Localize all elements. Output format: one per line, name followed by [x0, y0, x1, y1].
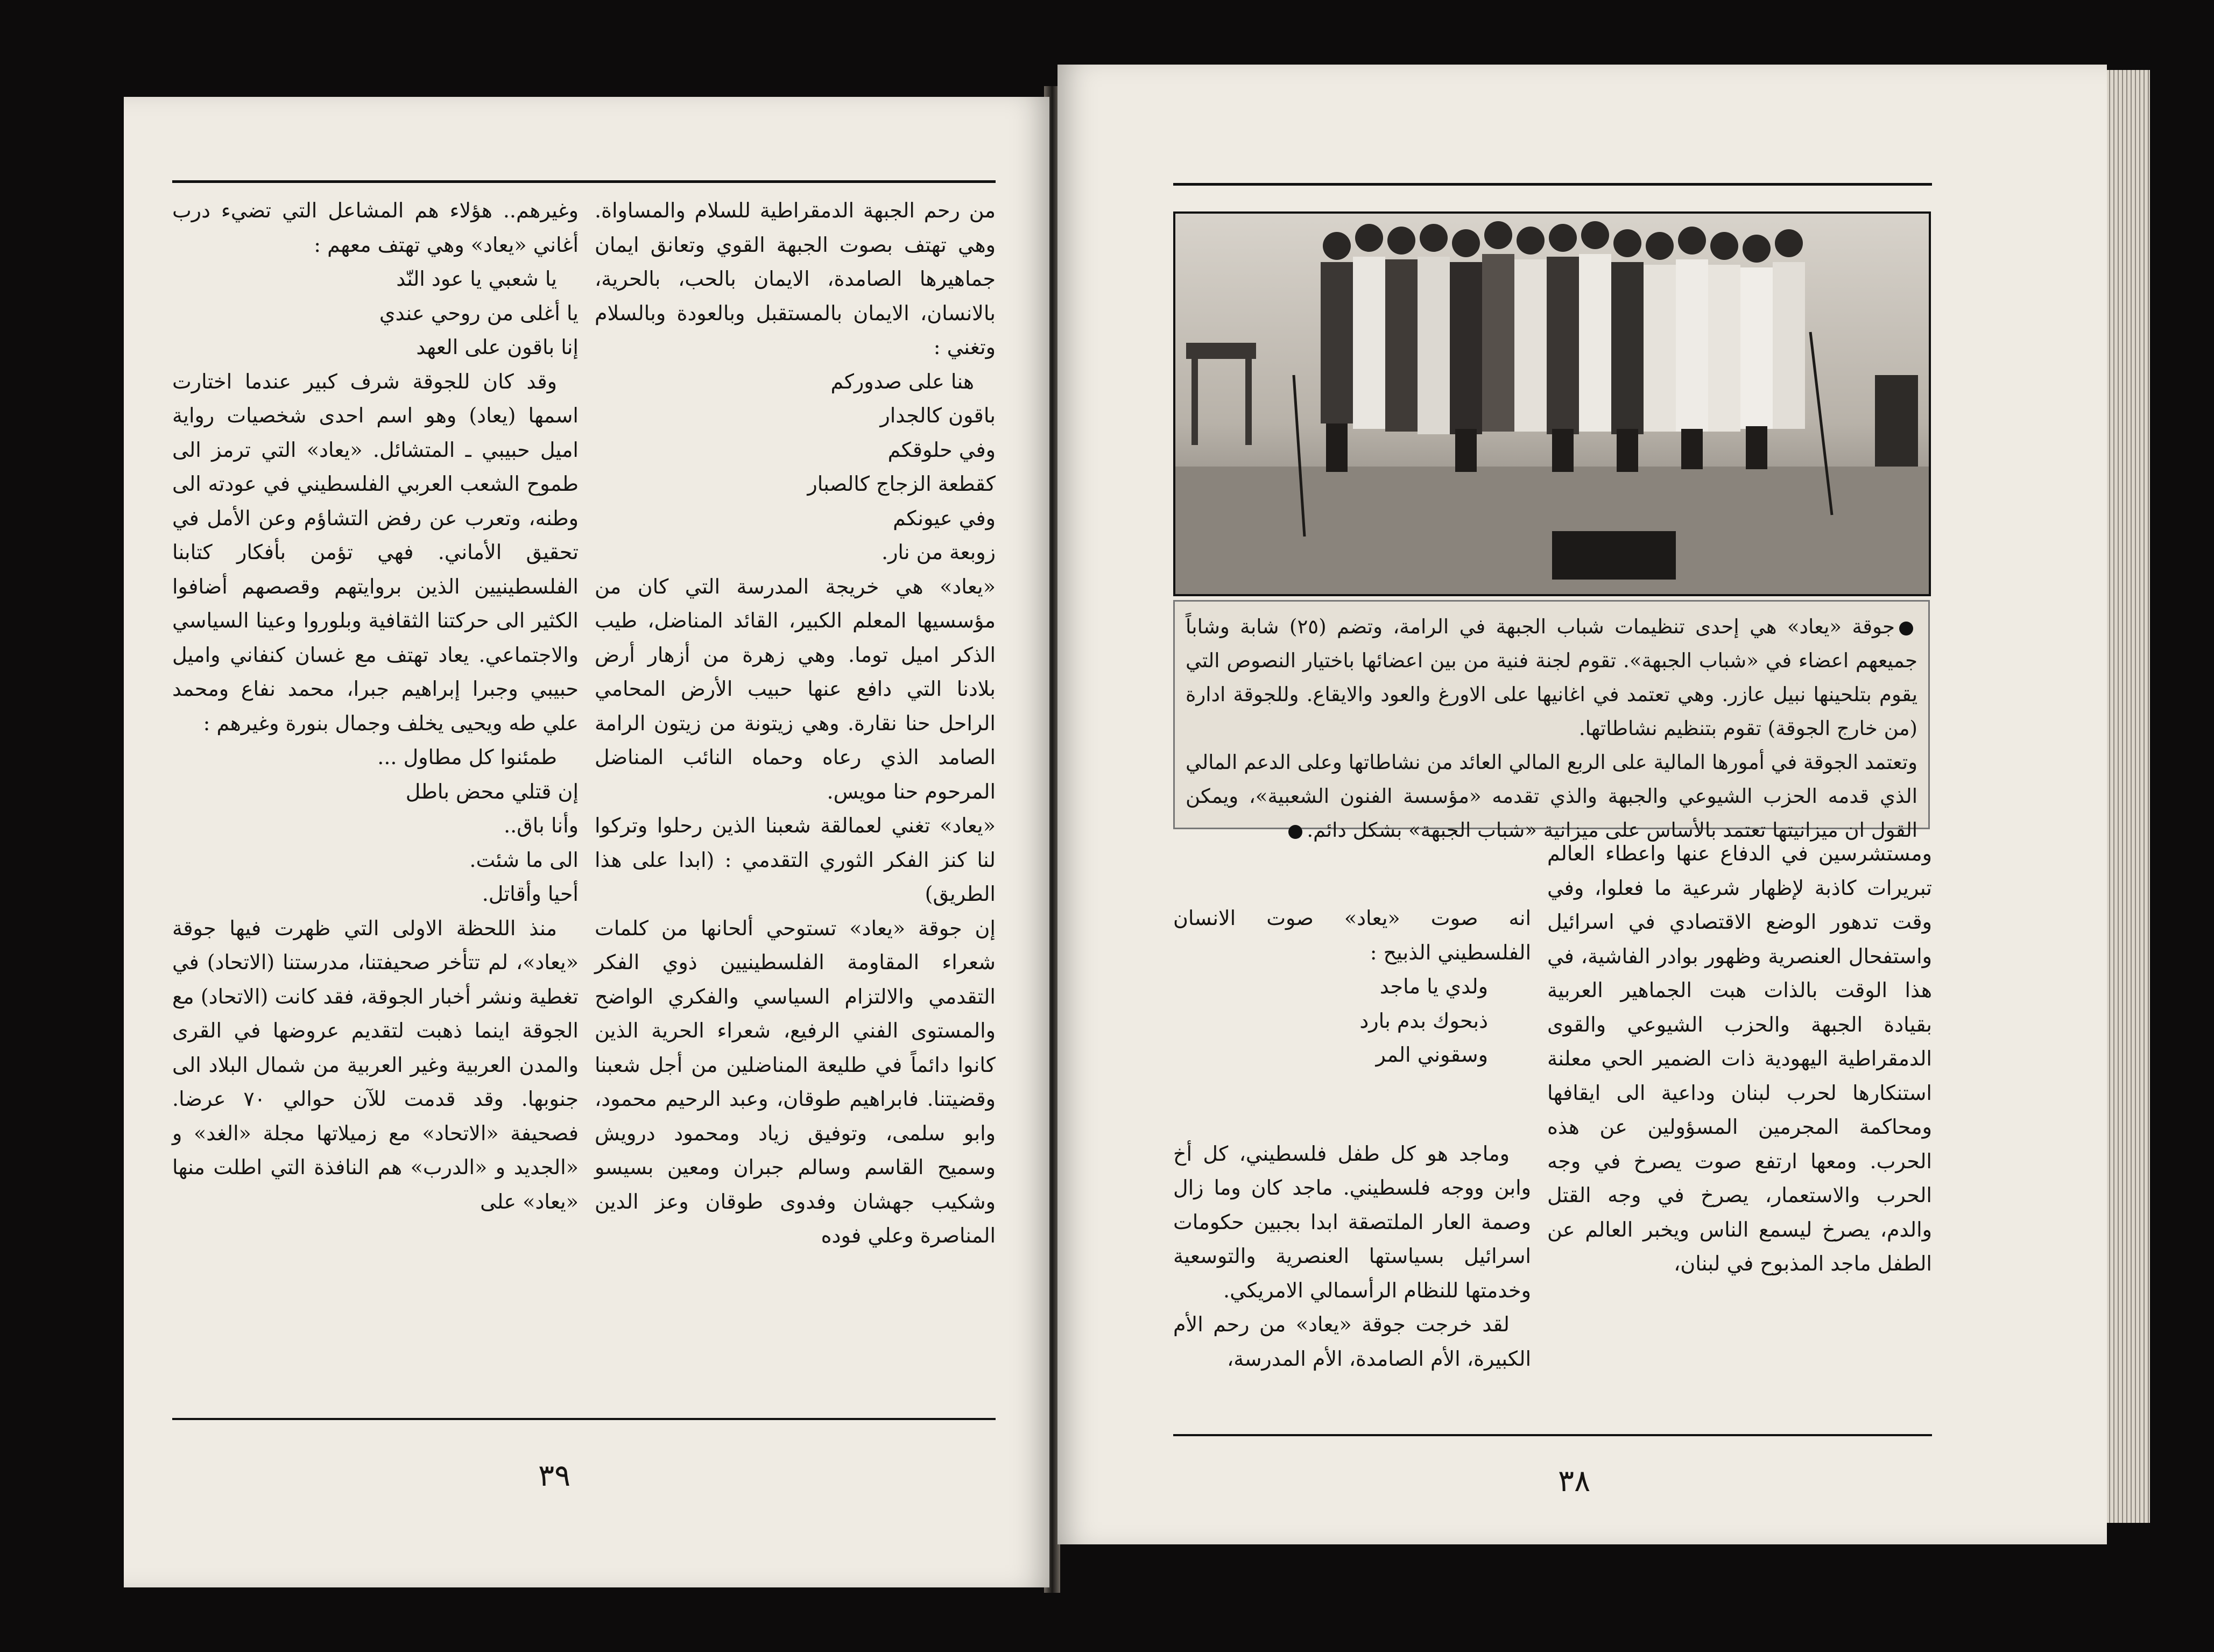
page-number: ٣٩	[538, 1458, 571, 1493]
paragraph: وقد كان للجوقة شرف كبير عندما اختارت اسمها (يعاد) وهو اسم احدى شخصيات رواية اميل حبيبي ـ المتشائل. «يعاد» التي ترمز الى طموح الشعب العربي الفلسطيني في عودته الى وطنه، وتعرب عن رفض التشاؤم وعن الأمل في تحقيق الأماني. فهي تؤمن بأفكار كتابنا الفلسطينيين الذين بروايتهم وقصصهم أضافوا الكثير الى حركتنا الثقافية وبلوروا وعينا السياسي والاجتماعي. يعاد تهتف مع غسان كنفاني واميل حبيبي وجبرا إبراهيم جبرا، محمد نفاع ومحمد علي طه ويحيى يخلف وجمال بنورة وغيرهم :	[172, 369, 579, 735]
bottom-rule	[172, 1418, 996, 1420]
poem: طمئنوا كل مطاول ... إن قتلي محض باطل وأنا باق.. الى ما شئت. أحيا وأقاتل.	[377, 745, 579, 906]
right-page	[1057, 65, 2107, 1544]
right-page-right-column	[1547, 837, 1932, 1281]
left-page	[124, 97, 1049, 1587]
choir-photo	[1173, 211, 1931, 596]
top-rule	[172, 180, 996, 183]
bullet-icon	[1899, 622, 1913, 636]
bullet-icon	[1288, 825, 1302, 839]
paragraph: انه صوت «يعاد» صوت الانسان الفلسطيني الذبيح :	[1173, 906, 1531, 964]
paragraph: «يعاد» تغني لعمالقة شعبنا الذين رحلوا وتركوا لنا كنز الفكر الثوري التقدمي : (ابدا على هذا الطريق)	[595, 814, 996, 906]
left-page-left-column	[172, 194, 579, 1219]
bottom-rule	[1173, 1434, 1932, 1436]
poem: ولدي يا ماجد ذبحوك بدم بارد وسقوني المر	[1359, 975, 1488, 1067]
top-rule	[1173, 183, 1932, 186]
poem: يا شعبي يا عود النّد يا أغلى من روحي عندي إنا باقون على العهد	[379, 267, 579, 359]
caption-text: جوقة «يعاد» هي إحدى تنظيمات شباب الجبهة في الرامة، وتضم (٢٥) شابة وشاباً جميعهم اعضاء في «شباب الجبهة». تقوم لجنة فنية من بين اعضائها باختيار النصوص التي يقوم بتلحينها نبيل عازر. وهي تعتمد في اغانيها على الاورغ والعود والايقاع. وللجوقة ادارة (من خارج الجوقة) تقوم بتنظيم نشاطاتها. وتعتمد الجوقة في أمورها المالية على الربع المالي العائد من نشاطاتها وعلى الدعم المالي الذي قدمه الحزب الشيوعي والجبهة والذي تقدمه «مؤسسة الفنون الشعبية»، ويمكن القول ان ميزانيتها تعتمد بالأساس على ميزانية «شباب الجبهة» بشكل دائم.	[1186, 615, 1917, 842]
paragraph: ومستشرسين في الدفاع عنها واعطاء العالم تبريرات كاذبة لإظهار شرعية ما فعلوا، وفي وقت تدهور الوضع الاقتصادي في اسرائيل واستفحال العنصرية وظهور بوادر الفاشية، في هذا الوقت بالذات هبت الجماهير العربية بقيادة الجبهة والحزب الشيوعي والقوى الدمقراطية اليهودية ذات الضمير الحي معلنة استنكارها لحرب لبنان وداعية الى ايقافها ومحاكمة المجرمين المسؤولين عن هذه الحرب. ومعها ارتفع صوت يصرخ في وجه الحرب والاستعمار، يصرخ في وجه القتل والدم، يصرخ ليسمع الناس ويخبر العالم عن الطفل ماجد المذبوح في لبنان،	[1547, 842, 1932, 1275]
photo-caption	[1186, 610, 1917, 847]
left-page-right-column	[595, 194, 996, 1253]
paragraph: إن جوقة «يعاد» تستوحي ألحانها من كلمات شعراء المقاومة الفلسطينيين ذوي الفكر التقدمي والالتزام السياسي والفكري الواضح والمستوى الفني الرفيع، شعراء الحرية الذين كانوا دائماً في طليعة المناضلين من أجل شعبنا وقضيتنا. فابراهيم طوقان، وعبد الرحيم محمود، وابو سلمى، وتوفيق زياد ومحمود درويش وسميح القاسم وسالم جبران ومعين بسيسو وشكيب جهشان وفدوى طوقان وعز الدين المناصرة وعلي فوده	[595, 916, 996, 1247]
page-number: ٣٨	[1558, 1464, 1591, 1499]
paragraph: منذ اللحظة الاولى التي ظهرت فيها جوقة «يعاد»، لم تتأخر صحيفتنا، مدرستنا (الاتحاد) في تغطية ونشر أخبار الجوقة، فقد كانت (الاتحاد) مع الجوقة اينما ذهبت لتقديم عروضها في القرى والمدن العربية وغير العربية من شمال البلاد الى جنوبها. وقد قدمت للآن حوالي ٧٠ عرضا. فصحيفة «الاتحاد» مع زميلاتها مجلة «الغد» و «الجديد و «الدرب» هم النافذة التي اطلت منها «يعاد» على	[172, 916, 579, 1213]
paragraph: لقد خرجت جوقة «يعاد» من رحم الأم الكبيرة، الأم الصامدة، الأم المدرسة،	[1173, 1312, 1531, 1371]
paragraph: وماجد هو كل طفل فلسطيني، كل أخ وابن ووجه فلسطيني. ماجد كان وما زال وصمة العار الملتصقة ابدا بجبين حكومات اسرائيل بسياستها العنصرية والتوسعية وخدمتها للنظام الرأسمالي الامريكي.	[1173, 1141, 1531, 1302]
photo-caption-box	[1173, 600, 1930, 842]
paragraph: من رحم الجبهة الدمقراطية للسلام والمساواة. وهي تهتف بصوت الجبهة القوي وتعانق ايمان جماهيرها الصامدة، الايمان بالحب، بالحرية، بالانسان، الايمان بالمستقبل وبالعودة وبالسلام وتغني :	[595, 199, 996, 359]
poem: هنا على صدوركم باقون كالجدار وفي حلوقكم كقطعة الزجاج كالصبار وفي عيونكم زوبعة من نار.	[807, 369, 996, 564]
paragraph: وغيرهم.. هؤلاء هم المشاعل التي تضيء درب أغاني «يعاد» وهي تهتف معهم :	[172, 199, 579, 257]
right-page-left-column	[1173, 901, 1531, 1376]
page-edges	[2102, 70, 2150, 1523]
paragraph: «يعاد» هي خريجة المدرسة التي كان من مؤسسيها المعلم الكبير، القائد المناضل، طيب الذكر اميل توما. وهي زهرة من أزهار أرض بلادنا التي دافع عنها حبيب الأرض المحامي الراحل حنا نقارة. وهي زيتونة من زيتون الرامة الصامد الذي رعاه وحماه النائب المناضل المرحوم حنا مويس.	[595, 574, 996, 803]
